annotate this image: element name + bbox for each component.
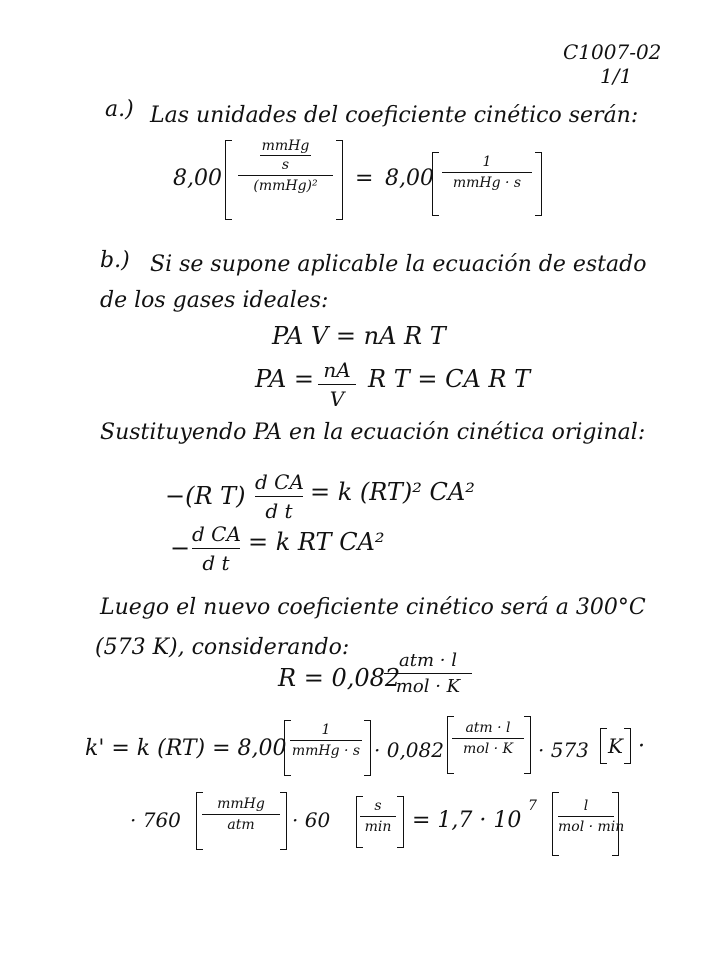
luego-line2: (573 K), considerando:: [95, 635, 350, 660]
gas-constant-denominator: mol · K: [395, 676, 461, 697]
k-mid: · 0,082: [374, 738, 444, 762]
part-a-fraction-2: [442, 154, 532, 191]
fraction-numerator-s: s: [281, 157, 290, 173]
l2-fraction-2-bar: [360, 816, 396, 817]
k-fraction-1: [290, 722, 362, 759]
eq3-lhs: −(R T): [165, 482, 246, 510]
ideal-gas-equation: PA V = nA R T: [272, 322, 446, 350]
part-a-fraction: [238, 138, 333, 194]
l2-fraction-2-denominator: min: [364, 819, 392, 835]
eq2-denominator: V: [329, 387, 345, 411]
fraction-denominator: (mmHg)²: [253, 178, 318, 194]
k-bracket-r1: [364, 720, 371, 776]
eq4-numerator: d CA: [192, 522, 241, 546]
eq4-lhs: −: [170, 534, 191, 562]
part-b-line2: de los gases ideales:: [100, 288, 329, 313]
fraction-bar: [238, 175, 333, 176]
left-bracket: [225, 140, 232, 220]
k-fraction-2-numerator: atm · l: [465, 720, 511, 736]
right-bracket: [336, 140, 343, 220]
l2-bracket-r2: [397, 796, 404, 848]
l2-fraction-2: [360, 798, 396, 835]
fraction2-numerator: 1: [482, 154, 492, 170]
line2-exponent: 7: [528, 798, 537, 814]
k-mid2: · 573: [538, 738, 589, 762]
k-bracket-r3: [624, 728, 631, 764]
eq3-denominator: d t: [265, 499, 293, 523]
eq4-rhs: = k RT CA²: [248, 528, 385, 556]
substitution-text: Sustituyendo PA en la ecuación cinética original:: [100, 420, 646, 445]
eq2-bar: [318, 384, 356, 385]
eq4-bar: [192, 548, 240, 549]
k-fraction-2-bar: [452, 738, 524, 739]
l2-bracket-r1: [280, 792, 287, 850]
part-a-equals: =: [355, 166, 374, 191]
eq2-lhs: PA =: [255, 365, 315, 393]
k-bracket-l3: [600, 728, 607, 764]
eq2-fraction: [318, 358, 356, 411]
fraction2-bar: [442, 172, 532, 173]
gas-constant-lhs: R = 0,082: [278, 664, 401, 692]
eq3-bar: [255, 496, 303, 497]
eq3-fraction: [255, 470, 303, 523]
eq2-rhs: R T = CA R T: [368, 365, 531, 393]
k-fraction-1-denominator: mmHg · s: [291, 743, 361, 759]
l2-fraction-2-numerator: s: [374, 798, 382, 814]
l2-fraction-1: [202, 796, 280, 833]
eq3-rhs: = k (RT)² CA²: [310, 478, 475, 506]
k-fraction-1-numerator: 1: [321, 722, 331, 738]
right-bracket-2: [535, 152, 542, 216]
part-a-value: 8,00: [173, 166, 222, 191]
eq4-denominator: d t: [202, 551, 230, 575]
document-code: C1007-02: [563, 40, 662, 64]
l2-fraction-3-bar: [558, 816, 614, 817]
fraction-numerator: mmHg: [261, 138, 310, 154]
inner-bar: [260, 155, 311, 156]
part-a-label: a.): [105, 97, 134, 122]
k-prime-lhs: k' = k (RT) = 8,00: [85, 736, 287, 761]
eq4-fraction: [192, 522, 240, 575]
k-bracket-r2: [524, 716, 531, 774]
k-fraction-1-bar: [290, 740, 362, 741]
l2-bracket-r3: [612, 792, 619, 856]
luego-line1: Luego el nuevo coeficiente cinético será a 300°C: [100, 595, 646, 620]
k-end: ·: [638, 734, 645, 759]
k-unit: K: [608, 734, 623, 758]
l2-fraction-1-denominator: atm: [227, 817, 255, 833]
l2-fraction-1-numerator: mmHg: [217, 796, 265, 812]
part-b-label: b.): [100, 248, 130, 273]
l2-fraction-3-numerator: l: [583, 798, 589, 814]
eq2-numerator: nA: [323, 358, 351, 382]
k-fraction-2-denominator: mol · K: [463, 741, 513, 757]
gas-constant-bar: [384, 673, 472, 674]
line2-c: = 1,7 · 10: [412, 808, 522, 833]
part-a-text: Las unidades del coeficiente cinético serán:: [150, 103, 639, 128]
k-fraction-2: [452, 720, 524, 757]
line2-b: · 60: [292, 808, 331, 832]
l2-fraction-1-bar: [202, 814, 280, 815]
gas-constant-numerator: atm · l: [399, 650, 457, 671]
line2-a: · 760: [130, 808, 181, 832]
eq3-numerator: d CA: [255, 470, 304, 494]
part-b-line1: Si se supone aplicable la ecuación de estado: [150, 252, 647, 277]
page-number: 1/1: [600, 64, 633, 88]
part-a-value2: 8,00: [385, 166, 434, 191]
fraction2-denominator: mmHg · s: [452, 175, 522, 191]
l2-fraction-3: [558, 798, 625, 835]
left-bracket-2: [432, 152, 439, 216]
gas-constant-fraction: [384, 650, 472, 697]
l2-fraction-3-denominator: mol · min: [558, 819, 625, 835]
